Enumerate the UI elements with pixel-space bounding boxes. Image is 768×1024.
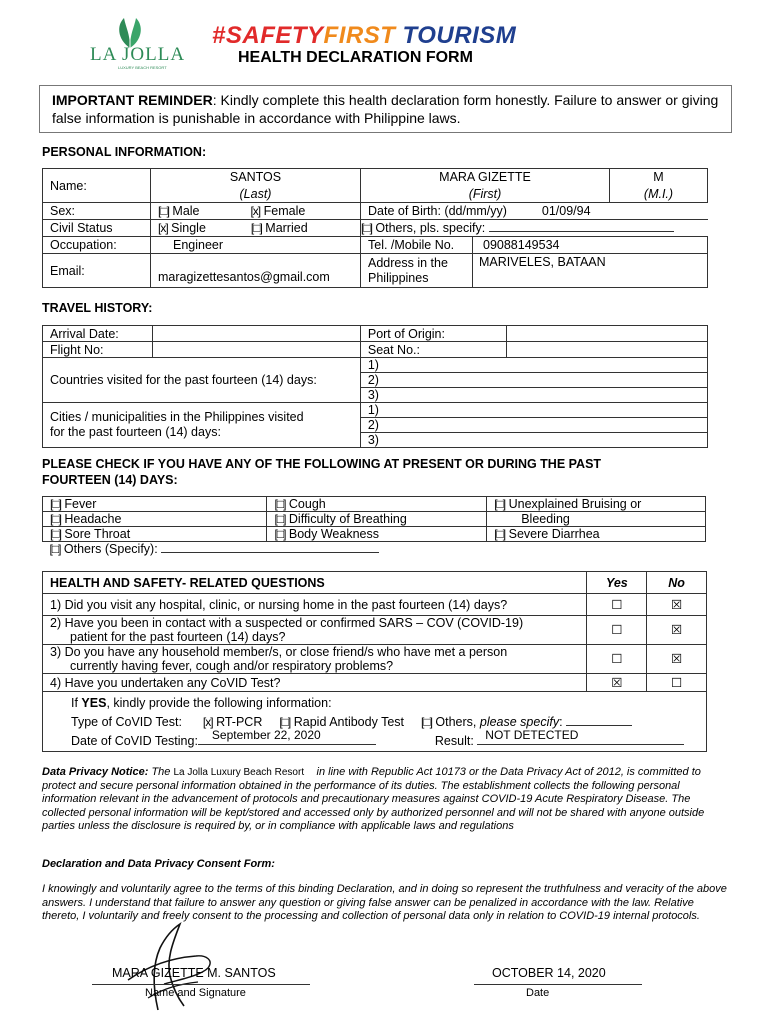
if-yes-bold: YES [81, 696, 107, 710]
logo-text: LA JOLLA [90, 44, 186, 65]
address-value[interactable]: MARIVELES, BATAAN [473, 254, 708, 288]
q2-no-checkbox[interactable]: ☒ [647, 616, 707, 645]
sex-label: Sex: [43, 203, 151, 220]
question-2-line-2: patient for the past fourteen (14) days? [70, 630, 286, 644]
arrival-field[interactable] [152, 326, 360, 342]
civil-status-options [151, 220, 361, 237]
civil-others-cell [361, 220, 708, 237]
question-3-line-2: currently having fever, cough and/or respiratory problems? [70, 659, 394, 673]
last-name-value[interactable]: SANTOS [151, 169, 361, 186]
others-field[interactable] [161, 543, 379, 553]
consent-text: I knowingly and voluntarily agree to the terms of this binding Declaration, and in doing so represent the truthfulness and veracity of the above answers. I understand that failure to answer any question or giving false answer can be penalized in accordance with the law. Relative thereto, I voluntarily and freely consent to the processing and collection of personal data only in relation to COVID-19 internal protocols. [42, 883, 727, 922]
no-header: No [647, 572, 707, 594]
health-questions-table [42, 571, 707, 752]
fever-checkbox[interactable]: [□] [50, 497, 61, 511]
weakness-label: Body Weakness [288, 527, 379, 541]
sex-options [151, 203, 361, 220]
breathing-checkbox[interactable]: [□] [274, 512, 286, 526]
q1-yes-checkbox[interactable]: ☐ [587, 594, 647, 616]
city-1-field[interactable]: 1) [360, 403, 707, 418]
civil-others-checkbox[interactable]: [□] [361, 221, 372, 235]
question-4: 4) Have you undertaken any CoVID Test? [43, 674, 587, 692]
sore-throat-checkbox[interactable]: [□] [50, 527, 61, 541]
test-others-checkbox[interactable]: [□] [420, 715, 432, 729]
signature-date-value: OCTOBER 14, 2020 [492, 966, 606, 980]
occupation-value[interactable]: Engineer [151, 237, 361, 254]
if-yes-line [71, 694, 699, 713]
logo-subtext: LUXURY BEACH RESORT [118, 65, 167, 70]
country-3-field[interactable]: 3) [360, 388, 707, 403]
test-type-label: Type of CoVID Test: [71, 715, 182, 729]
q3-yes-checkbox[interactable]: ☐ [587, 645, 647, 674]
bleeding-label: Bleeding [487, 512, 706, 527]
question-3 [43, 645, 587, 674]
form-title: HEALTH DECLARATION FORM [238, 49, 473, 66]
personal-info-table [42, 168, 708, 288]
test-type-line: Type of CoVID Test: [x] RT-PCR [□] Rapid Antibody Test [□] Others, please specify: [71, 713, 699, 732]
arrival-label: Arrival Date: [43, 326, 153, 342]
married-label: Married [265, 221, 308, 235]
country-1-field[interactable]: 1) [360, 358, 707, 373]
city-3-field[interactable]: 3) [360, 433, 707, 448]
male-checkbox[interactable]: [□] [158, 204, 169, 218]
symptoms-title: PLEASE CHECK IF YOU HAVE ANY OF THE FOLLOWING AT PRESENT OR DURING THE PAST FOURTEEN (14) DAYS: [42, 457, 602, 487]
covid-test-details [43, 692, 707, 752]
middle-initial-value[interactable]: M [610, 169, 708, 186]
female-label: Female [263, 204, 306, 218]
health-header: HEALTH AND SAFETY- RELATED QUESTIONS [43, 572, 587, 594]
symptom-sore-throat[interactable] [43, 527, 267, 542]
signature-name-value: MARA GIZETTE M. SANTOS [112, 966, 276, 980]
first-label: (First) [361, 186, 610, 203]
q2-yes-checkbox[interactable]: ☐ [587, 616, 647, 645]
country-2-field[interactable]: 2) [360, 373, 707, 388]
signature-line [92, 984, 310, 985]
privacy-notice-label: Data Privacy Notice: [42, 766, 149, 778]
cough-checkbox[interactable]: [□] [274, 497, 286, 511]
test-others-field[interactable] [566, 716, 632, 726]
signature-date-label: Date [526, 987, 550, 999]
consent-title: Declaration and Data Privacy Consent Form: [42, 858, 275, 870]
q1-no-checkbox[interactable]: ☒ [647, 594, 707, 616]
rapid-label: Rapid Antibody Test [293, 715, 405, 729]
address-label: Address in the Philippines [361, 254, 473, 288]
test-date-field[interactable] [198, 728, 376, 745]
privacy-notice-text: in line with Republic Act 10173 or the Data Privacy Act of 2012, is committed to protect and secure personal information obtained in the performance of its duties. The establishment collects the following personal information relevant in the advancement of protocols and precautionary measures against COVID-19 Acute Respiratory Disease. The collected personal information will be kept/stored and accessed only by authorized personnel and will not be shared with anyone outside parties unless the disclosure is required by, or in compliance with applicable laws and regulations [42, 766, 705, 832]
brand-first: FIRST [323, 22, 396, 49]
civil-others-field[interactable] [489, 222, 674, 232]
symptom-bruising[interactable] [487, 497, 706, 512]
civil-others-label: Others, pls. specify: [375, 221, 486, 235]
brand-safety: #SAFETY [212, 22, 324, 49]
others-label: Others (Specify): [63, 542, 158, 557]
brand-tourism: TOURISM [395, 22, 517, 49]
privacy-notice [42, 766, 732, 834]
port-label: Port of Origin: [360, 326, 506, 342]
rtpcr-checkbox[interactable]: [x] [202, 715, 213, 729]
female-checkbox[interactable]: [x] [250, 204, 261, 218]
countries-label: Countries visited for the past fourteen (14) days: [43, 358, 361, 403]
symptoms-table [42, 496, 706, 557]
if-yes-post: , kindly provide the following information: [106, 696, 332, 710]
fever-label: Fever [64, 497, 97, 511]
headache-checkbox[interactable]: [□] [50, 512, 61, 526]
bruising-checkbox[interactable]: [□] [494, 497, 506, 511]
rtpcr-label: RT-PCR [216, 715, 263, 729]
result-label: Result: [434, 734, 474, 748]
cough-label: Cough [288, 497, 326, 511]
signature-name-label: Name and Signature [145, 987, 246, 999]
single-checkbox[interactable]: [x] [158, 221, 168, 235]
sore-throat-label: Sore Throat [64, 527, 131, 541]
flight-field[interactable] [152, 342, 360, 358]
civil-status-label: Civil Status [43, 220, 151, 237]
tel-value[interactable]: 09088149534 [473, 237, 708, 254]
dob-cell [361, 203, 708, 220]
q4-no-checkbox[interactable]: ☐ [647, 674, 707, 692]
question-3-line-1: 3) Do you have any household member/s, or close friend/s who have met a person [50, 645, 508, 659]
cities-label: Cities / municipalities in the Philippines visited for the past fourteen (14) days: [43, 403, 361, 448]
personal-info-title: PERSONAL INFORMATION: [42, 145, 207, 159]
resort-name: La Jolla Luxury Beach Resort [173, 767, 305, 778]
symptom-breathing[interactable] [267, 512, 487, 527]
bruising-label: Unexplained Bruising or [508, 497, 642, 511]
travel-history-table [42, 325, 708, 448]
name-label: Name: [43, 169, 151, 203]
occupation-label: Occupation: [43, 237, 151, 254]
important-reminder [39, 85, 732, 133]
yes-header: Yes [587, 572, 647, 594]
dob-value[interactable]: 01/09/94 [541, 204, 591, 218]
seat-label: Seat No.: [360, 342, 506, 358]
result-value: NOT DETECTED [485, 728, 579, 742]
brand-title [212, 22, 516, 50]
travel-history-title: TRAVEL HISTORY: [42, 301, 153, 315]
test-others-label: Others, [435, 715, 477, 729]
test-date-label: Date of CoVID Testing: [71, 734, 198, 748]
married-checkbox[interactable]: [□] [250, 221, 262, 235]
privacy-the: The [148, 766, 174, 778]
date-line [474, 984, 642, 985]
email-value[interactable]: maragizettesantos@gmail.com [151, 254, 361, 288]
q3-no-checkbox[interactable]: ☒ [647, 645, 707, 674]
others-checkbox[interactable]: [□] [49, 542, 61, 557]
weakness-checkbox[interactable]: [□] [274, 527, 286, 541]
last-label: (Last) [151, 186, 361, 203]
symptom-weakness[interactable] [267, 527, 487, 542]
diarrhea-checkbox[interactable]: [□] [494, 527, 506, 541]
q4-yes-checkbox[interactable]: ☒ [587, 674, 647, 692]
reminder-label: IMPORTANT REMINDER [52, 92, 213, 108]
question-2-line-1: 2) Have you been in contact with a suspected or confirmed SARS – COV (COVID-19) [50, 616, 524, 630]
port-field[interactable] [506, 326, 707, 342]
tel-label: Tel. /Mobile No. [361, 237, 473, 254]
test-date-line [71, 728, 699, 751]
symptom-cough[interactable] [267, 497, 487, 512]
headache-label: Headache [64, 512, 122, 526]
email-label: Email: [43, 254, 151, 288]
if-yes-pre: If [71, 696, 82, 710]
breathing-label: Difficulty of Breathing [288, 512, 407, 526]
flight-label: Flight No: [43, 342, 153, 358]
city-2-field[interactable]: 2) [360, 418, 707, 433]
mi-label: (M.I.) [610, 186, 708, 203]
symptom-others [43, 542, 706, 557]
question-1: 1) Did you visit any hospital, clinic, or nursing home in the past fourteen (14) days? [43, 594, 587, 616]
please-specify-label: please specify [479, 715, 560, 729]
reminder-text: : Kindly complete this health declaration form honestly. Failure to answer or giving false information is punishable in accordance with Philippine laws. [52, 92, 719, 126]
test-date-value: September 22, 2020 [211, 728, 321, 742]
diarrhea-label: Severe Diarrhea [508, 527, 600, 541]
symptom-fever[interactable] [43, 497, 267, 512]
dob-label: Date of Birth: (dd/mm/yy) [368, 204, 507, 218]
question-2 [43, 616, 587, 645]
male-label: Male [172, 204, 200, 218]
symptom-headache[interactable] [43, 512, 267, 527]
result-field[interactable] [477, 728, 684, 745]
symptom-diarrhea[interactable] [487, 527, 706, 542]
rapid-checkbox[interactable]: [□] [279, 715, 291, 729]
seat-field[interactable] [506, 342, 707, 358]
single-label: Single [171, 221, 206, 235]
first-name-value[interactable]: MARA GIZETTE [361, 169, 610, 186]
